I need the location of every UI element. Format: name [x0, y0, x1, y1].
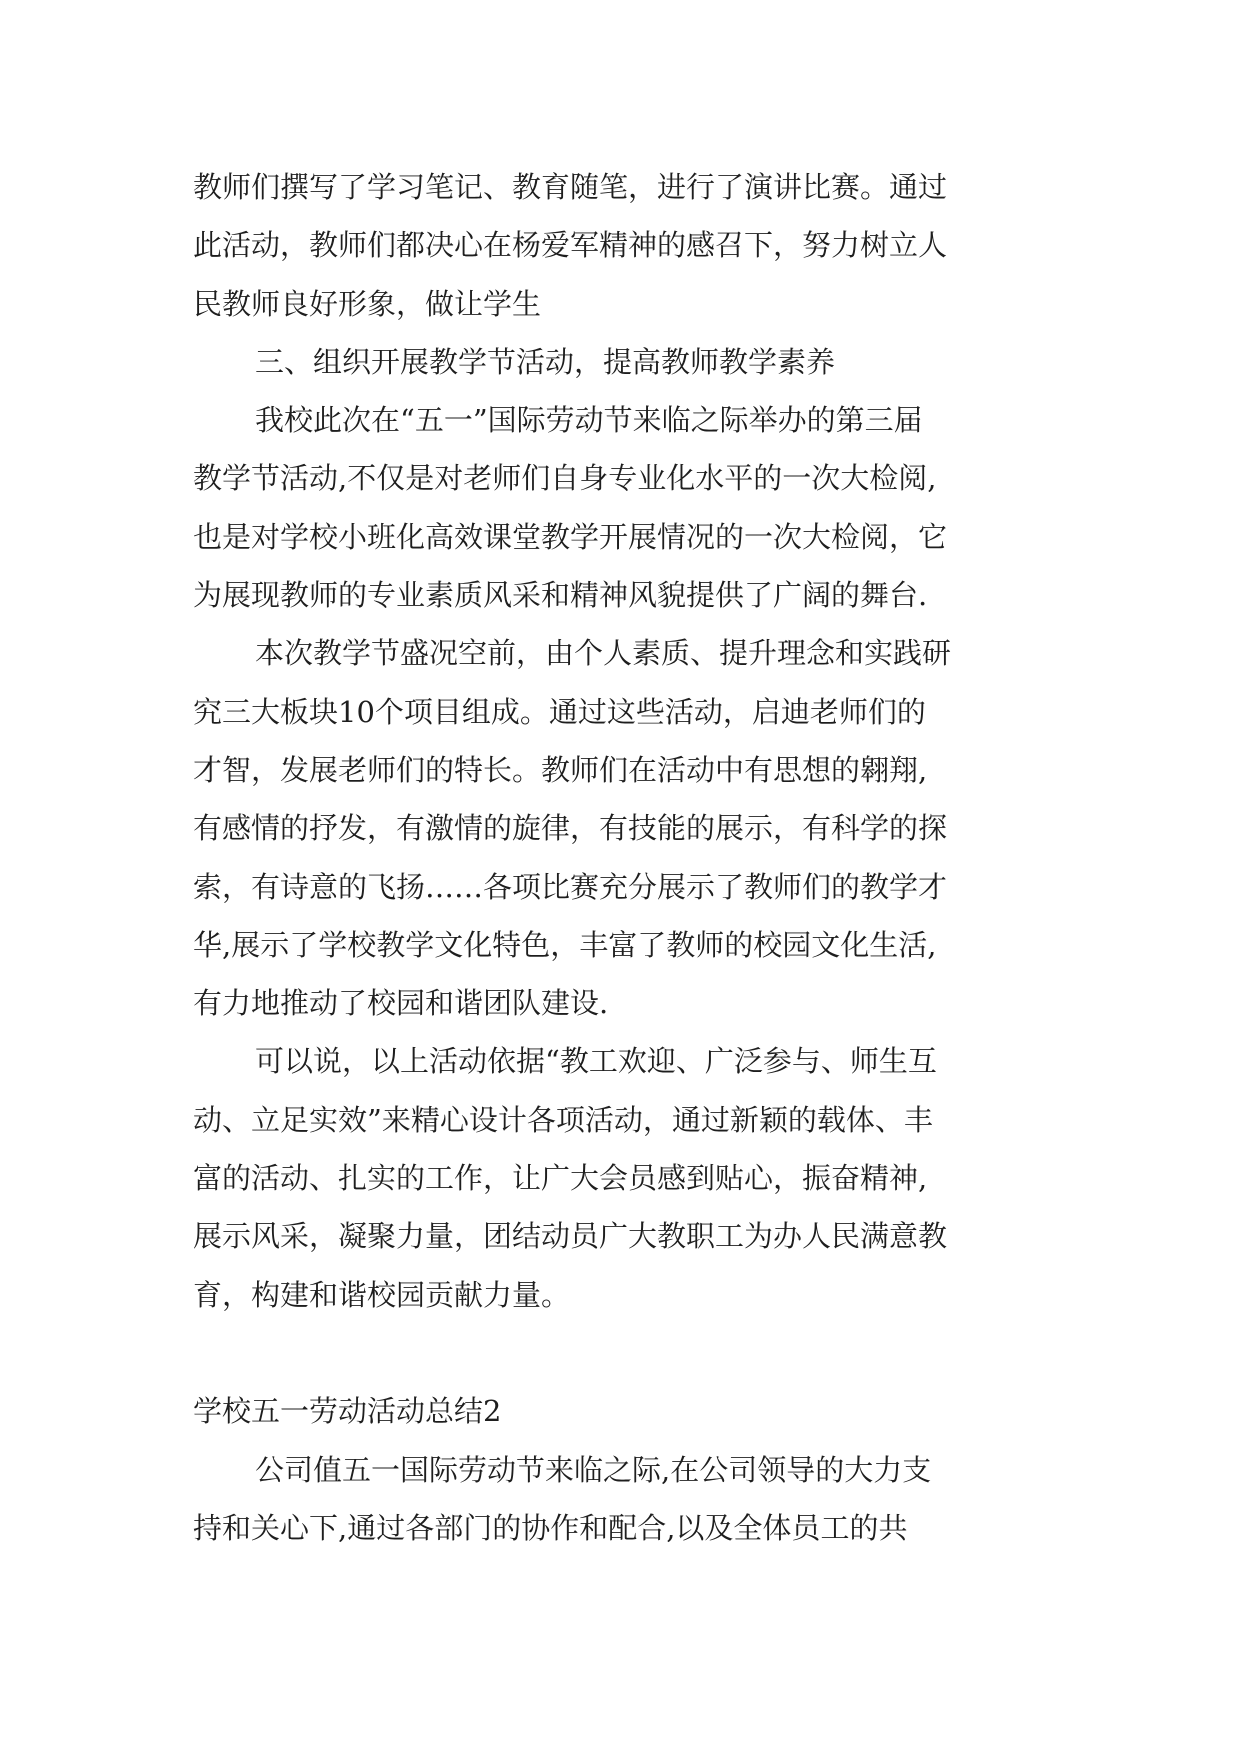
text-line: 本次教学节盛况空前，由个人素质、提升理念和实践研 — [255, 636, 952, 671]
text-line: 为展现教师的专业素质风采和精神风貌提供了广阔的舞台. — [193, 578, 928, 613]
text-line: 有感情的抒发，有激情的旋律，有技能的展示，有科学的探 — [193, 811, 948, 846]
text-line: 动、立足实效”来精心设计各项活动，通过新颖的载体、丰 — [193, 1102, 933, 1137]
text-line: 可以说，以上活动依据“教工欢迎、广泛参与、师生互 — [255, 1044, 937, 1079]
text-line: 索，有诗意的飞扬……各项比赛充分展示了教师们的教学才 — [193, 869, 948, 904]
paragraph-gap — [193, 1324, 1061, 1382]
text-line: 育，构建和谐校园贡献力量。 — [193, 1277, 571, 1312]
text-line: 教师们撰写了学习笔记、教育随笔，进行了演讲比赛。通过 — [193, 170, 948, 204]
text-line: 才智，发展老师们的特长。教师们在活动中有思想的翱翔, — [193, 752, 928, 787]
text-line: 富的活动、扎实的工作，让广大会员感到贴心，振奋精神, — [193, 1161, 928, 1196]
text-line: 此活动，教师们都决心在杨爱军精神的感召下，努力树立人 — [193, 228, 948, 263]
text-line: 究三大板块10个项目组成。通过这些活动，启迪老师们的 — [193, 694, 926, 729]
text-line: 有力地推动了校园和谐团队建设. — [193, 986, 609, 1021]
section-heading: 三、组织开展教学节活动，提高教师教学素养 — [255, 344, 836, 379]
text-line: 民教师良好形象，做让学生 — [193, 286, 542, 321]
text-line: 公司值五一国际劳动节来临之际,在公司领导的大力支 — [255, 1452, 932, 1487]
text-line: 持和关心下,通过各部门的协作和配合,以及全体员工的共 — [193, 1510, 908, 1545]
text-line: 展示风采，凝聚力量，团结动员广大教职工为办人民满意教 — [193, 1219, 948, 1254]
text-line: 华,展示了学校教学文化特色，丰富了教师的校园文化生活, — [193, 927, 937, 962]
text-line: 也是对学校小班化高效课堂教学开展情况的一次大检阅，它 — [193, 519, 948, 554]
text-line: 教学节活动,不仅是对老师们自身专业化水平的一次大检阅, — [193, 461, 937, 496]
text-line: 我校此次在“五一”国际劳动节来临之际举办的第三届 — [255, 403, 923, 438]
document-body — [193, 158, 1061, 1557]
section-title: 学校五一劳动活动总结2 — [193, 1394, 502, 1429]
